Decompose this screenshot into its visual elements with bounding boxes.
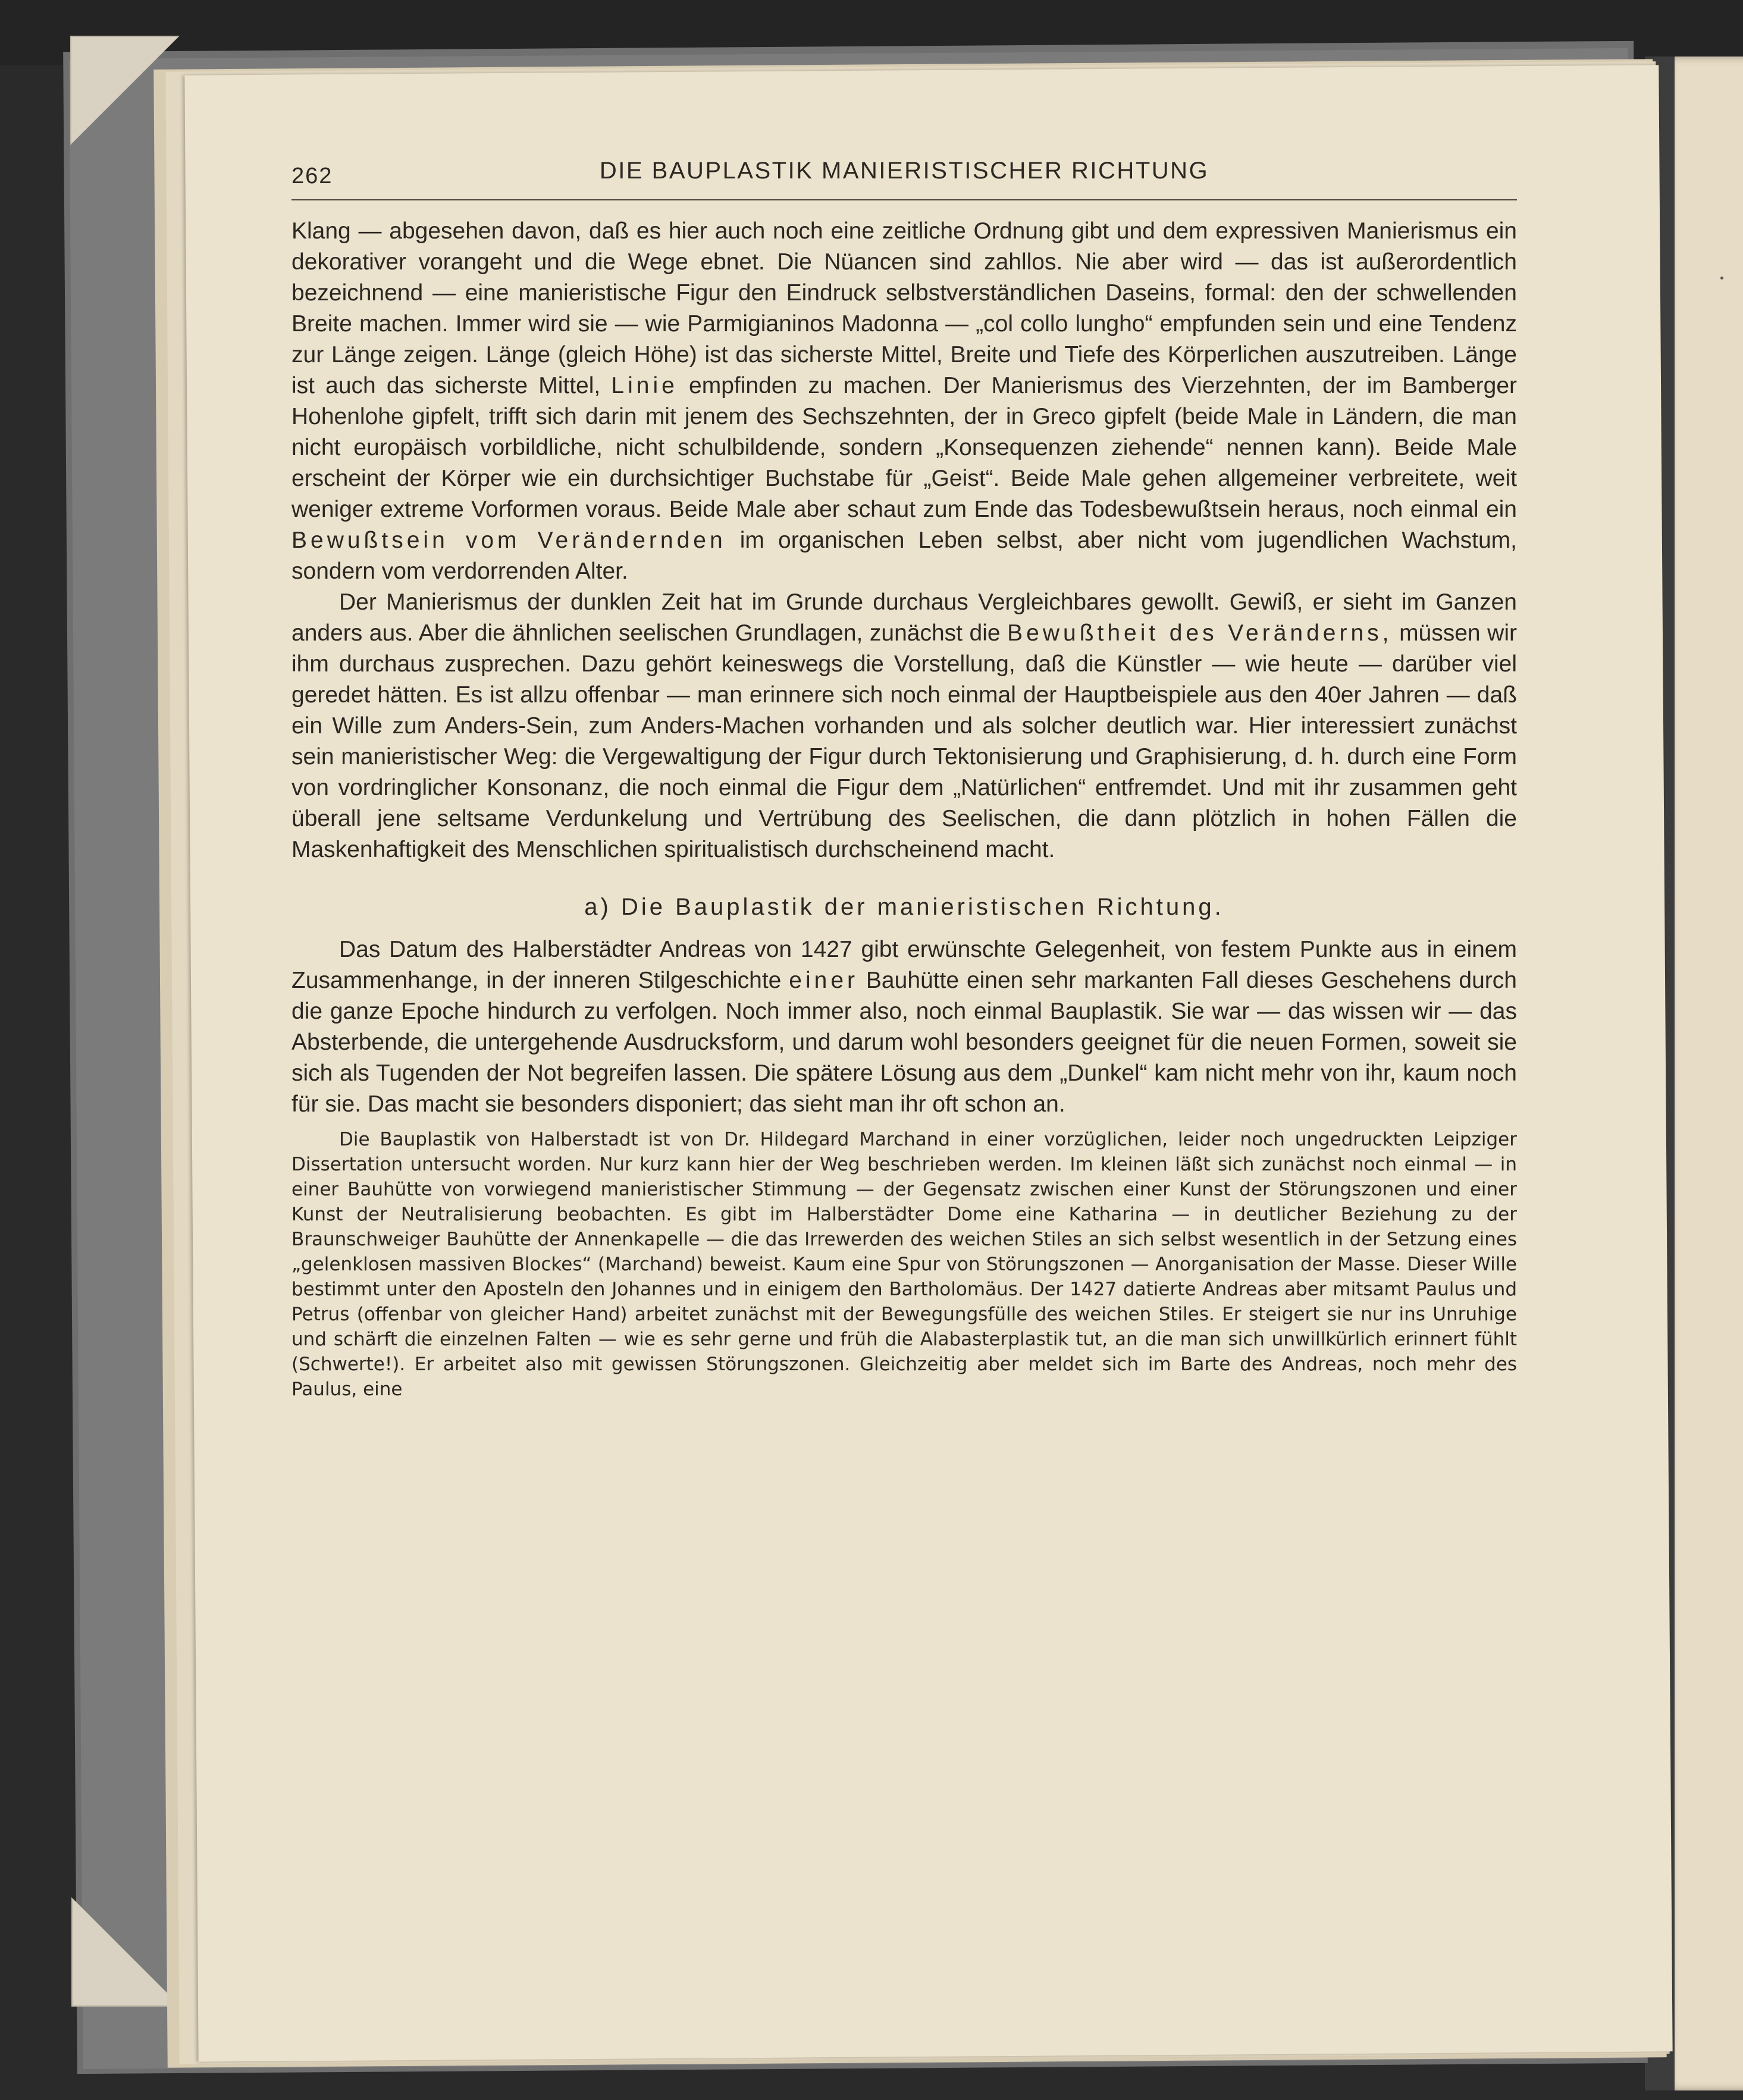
paragraph-1-emphasis-a: Linie [611, 373, 678, 398]
page-number: 262 [291, 164, 333, 189]
paragraph-2-text-b: müssen wir ihm durchaus zusprechen. Dazu gehört keineswegs die Vorstellung, daß die Künstler — wie heute — darüber viel geredet hätten. Es ist allzu offenbar — man erinnere sich noch einmal der Hauptbeispiele aus den 40er Jahren — daß ein Wille zum Anders-Sein, zum Anders-Machen vorhanden und als solcher deutlich war. Hier interessiert zunächst sein manieristischer Weg: die Vergewaltigung der Figur durch Tektonisierung und Graphisierung, d. h. durch eine Form von vordringlicher Konsonanz, die noch einmal die Figur dem „Natürlichen“ entfremdet. Und mit ihr zusammen geht überall jene seltsame Verdunkelung und Vertrübung des Seelischen, die dann plötzlich in hohen Fällen die Maskenhaftigkeit des Menschlichen spiritualistisch durchscheinend macht. [291, 620, 1517, 862]
paragraph-2 [291, 587, 1517, 865]
paragraph-1-text-b: empfinden zu machen. Der Manierismus des Vierzehnten, der im Bamberger Hohenlohe gipfelt, trifft sich darin mit jenem des Sechszehnten, der in Greco gipfelt (beide Male in Ländern, die man nicht europäisch vorbildliche, nicht schulbildende, sondern „Konsequenzen ziehende“ nennen kann). Beide Male erscheint der Körper wie ein durchsichtiger Buchstabe für „Geist“. Beide Male gehen allgemeiner verbreitete, weit weniger extreme Vorformen voraus. Beide Male aber schaut zum Ende das Todesbewußtsein heraus, noch einmal ein [291, 373, 1517, 522]
footnote-text: Die Bauplastik von Halberstadt ist von Dr. Hildegard Marchand in einer vorzüglichen, leider noch ungedruckten Leipziger Dissertation untersucht worden. Nur kurz kann hier der Weg beschrieben werden. Im kleinen läßt sich zunächst noch einmal — in einer Bauhütte von vorwiegend manieristischer Stimmung — der Gegensatz zwischen einer Kunst der Störungszonen und einer Kunst der Neutralisierung beobachten. Es gibt im Halberstädter Dome eine Katharina — in deutlicher Beziehung zu der Braunschweiger Bauhütte der Annenkapelle — die das Irrewerden des weichen Stiles an sich selbst wesentlich in der Setzung eines „gelenklosen massiven Blockes“ (Marchand) beweist. Kaum eine Spur von Störungszonen — Anorganisation der Masse. Dieser Wille bestimmt unter den Aposteln den Johannes und in einigem den Bartholomäus. Der 1427 datierte Andreas aber mitsamt Paulus und Petrus (offenbar von gleicher Hand) arbeitet zunächst mit der Bewegungsfülle des weichen Stiles. Er steigert sie nur ins Unruhige und schärft die einzelnen Falten — wie es sehr gerne und früh die Alabasterplastik tut, an die man sich unwillkürlich erinnert fühlt (Schwerte!). Er arbeitet also mit gewissen Störungszonen. Gleichzeitig aber meldet sich im Barte des Andreas, noch mehr des Paulus, eine [291, 1129, 1517, 1400]
paragraph-3-text-b: Bauhütte einen sehr markanten Fall dieses Geschehens durch die ganze Epoche hindurch zu verfolgen. Noch immer also, noch einmal Bauplastik. Sie war — das wissen wir — das Absterbende, die untergehende Ausdrucksform, und darum wohl besonders geeignet für die neuen Formen, soweit sie sich als Tugenden der Not begreifen lassen. Die spätere Lösung aus dem „Dunkel“ kam nicht mehr von ihr, kaum noch für sie. Das macht sie besonders disponiert; das sieht man ihr oft schon an. [291, 968, 1517, 1117]
paragraph-1-text-a: Klang — abgesehen davon, daß es hier auch noch eine zeitliche Ordnung gibt und dem expressiven Manierismus ein dekorativer vorangeht und die Wege ebnet. Die Nüancen sind zahllos. Nie aber wird — das ist außerordentlich bezeichnend — eine manieristische Figur den Eindruck selbstverständlichen Daseins, formal: den der schwellenden Breite machen. Immer wird sie — wie Parmigianinos Madonna — „col collo lungho“ empfunden sein und eine Tendenz zur Länge zeigen. Länge (gleich Höhe) ist das sicherste Mittel, Breite und Tiefe des Körperlichen auszutreiben. Länge ist auch das sicherste Mittel, [291, 218, 1517, 398]
running-head-title: DIE BAUPLASTIK MANIERISTISCHER RICHTUNG [599, 158, 1209, 184]
running-head [291, 158, 1517, 200]
paragraph-1-emphasis-b: Bewußtsein vom Verändernden [291, 528, 726, 553]
paragraph-3-emphasis: einer [789, 968, 859, 993]
paragraph-1-text-c: im organischen Leben selbst, aber nicht vom jugendlichen Wachstum, sondern vom verdorrenden Alter. [291, 528, 1517, 584]
page-content [291, 158, 1517, 1402]
paragraph-2-emphasis: Bewußtheit des Veränderns, [1007, 620, 1393, 646]
paragraph-2-text-a: Der Manierismus der dunklen Zeit hat im Grunde durchaus Vergleichbares gewollt. Gewiß, er sieht im Ganzen anders aus. Aber die ähnlichen seelischen Grundlagen, zunächst die [291, 589, 1517, 646]
paragraph-3-text-a: Das Datum des Halberstädter Andreas von 1427 gibt erwünschte Gelegenheit, von festem Punkte aus in einem Zusammenhange, in der inneren Stilgeschichte [291, 937, 1517, 993]
facing-page-mark [1720, 277, 1723, 280]
section-heading: a) Die Bauplastik der manieristischen Richtung. [584, 894, 1224, 920]
paragraph-3 [291, 934, 1517, 1120]
paragraph-1 [291, 216, 1517, 587]
main-text [291, 216, 1517, 1402]
facing-page-edge [1675, 56, 1743, 2090]
